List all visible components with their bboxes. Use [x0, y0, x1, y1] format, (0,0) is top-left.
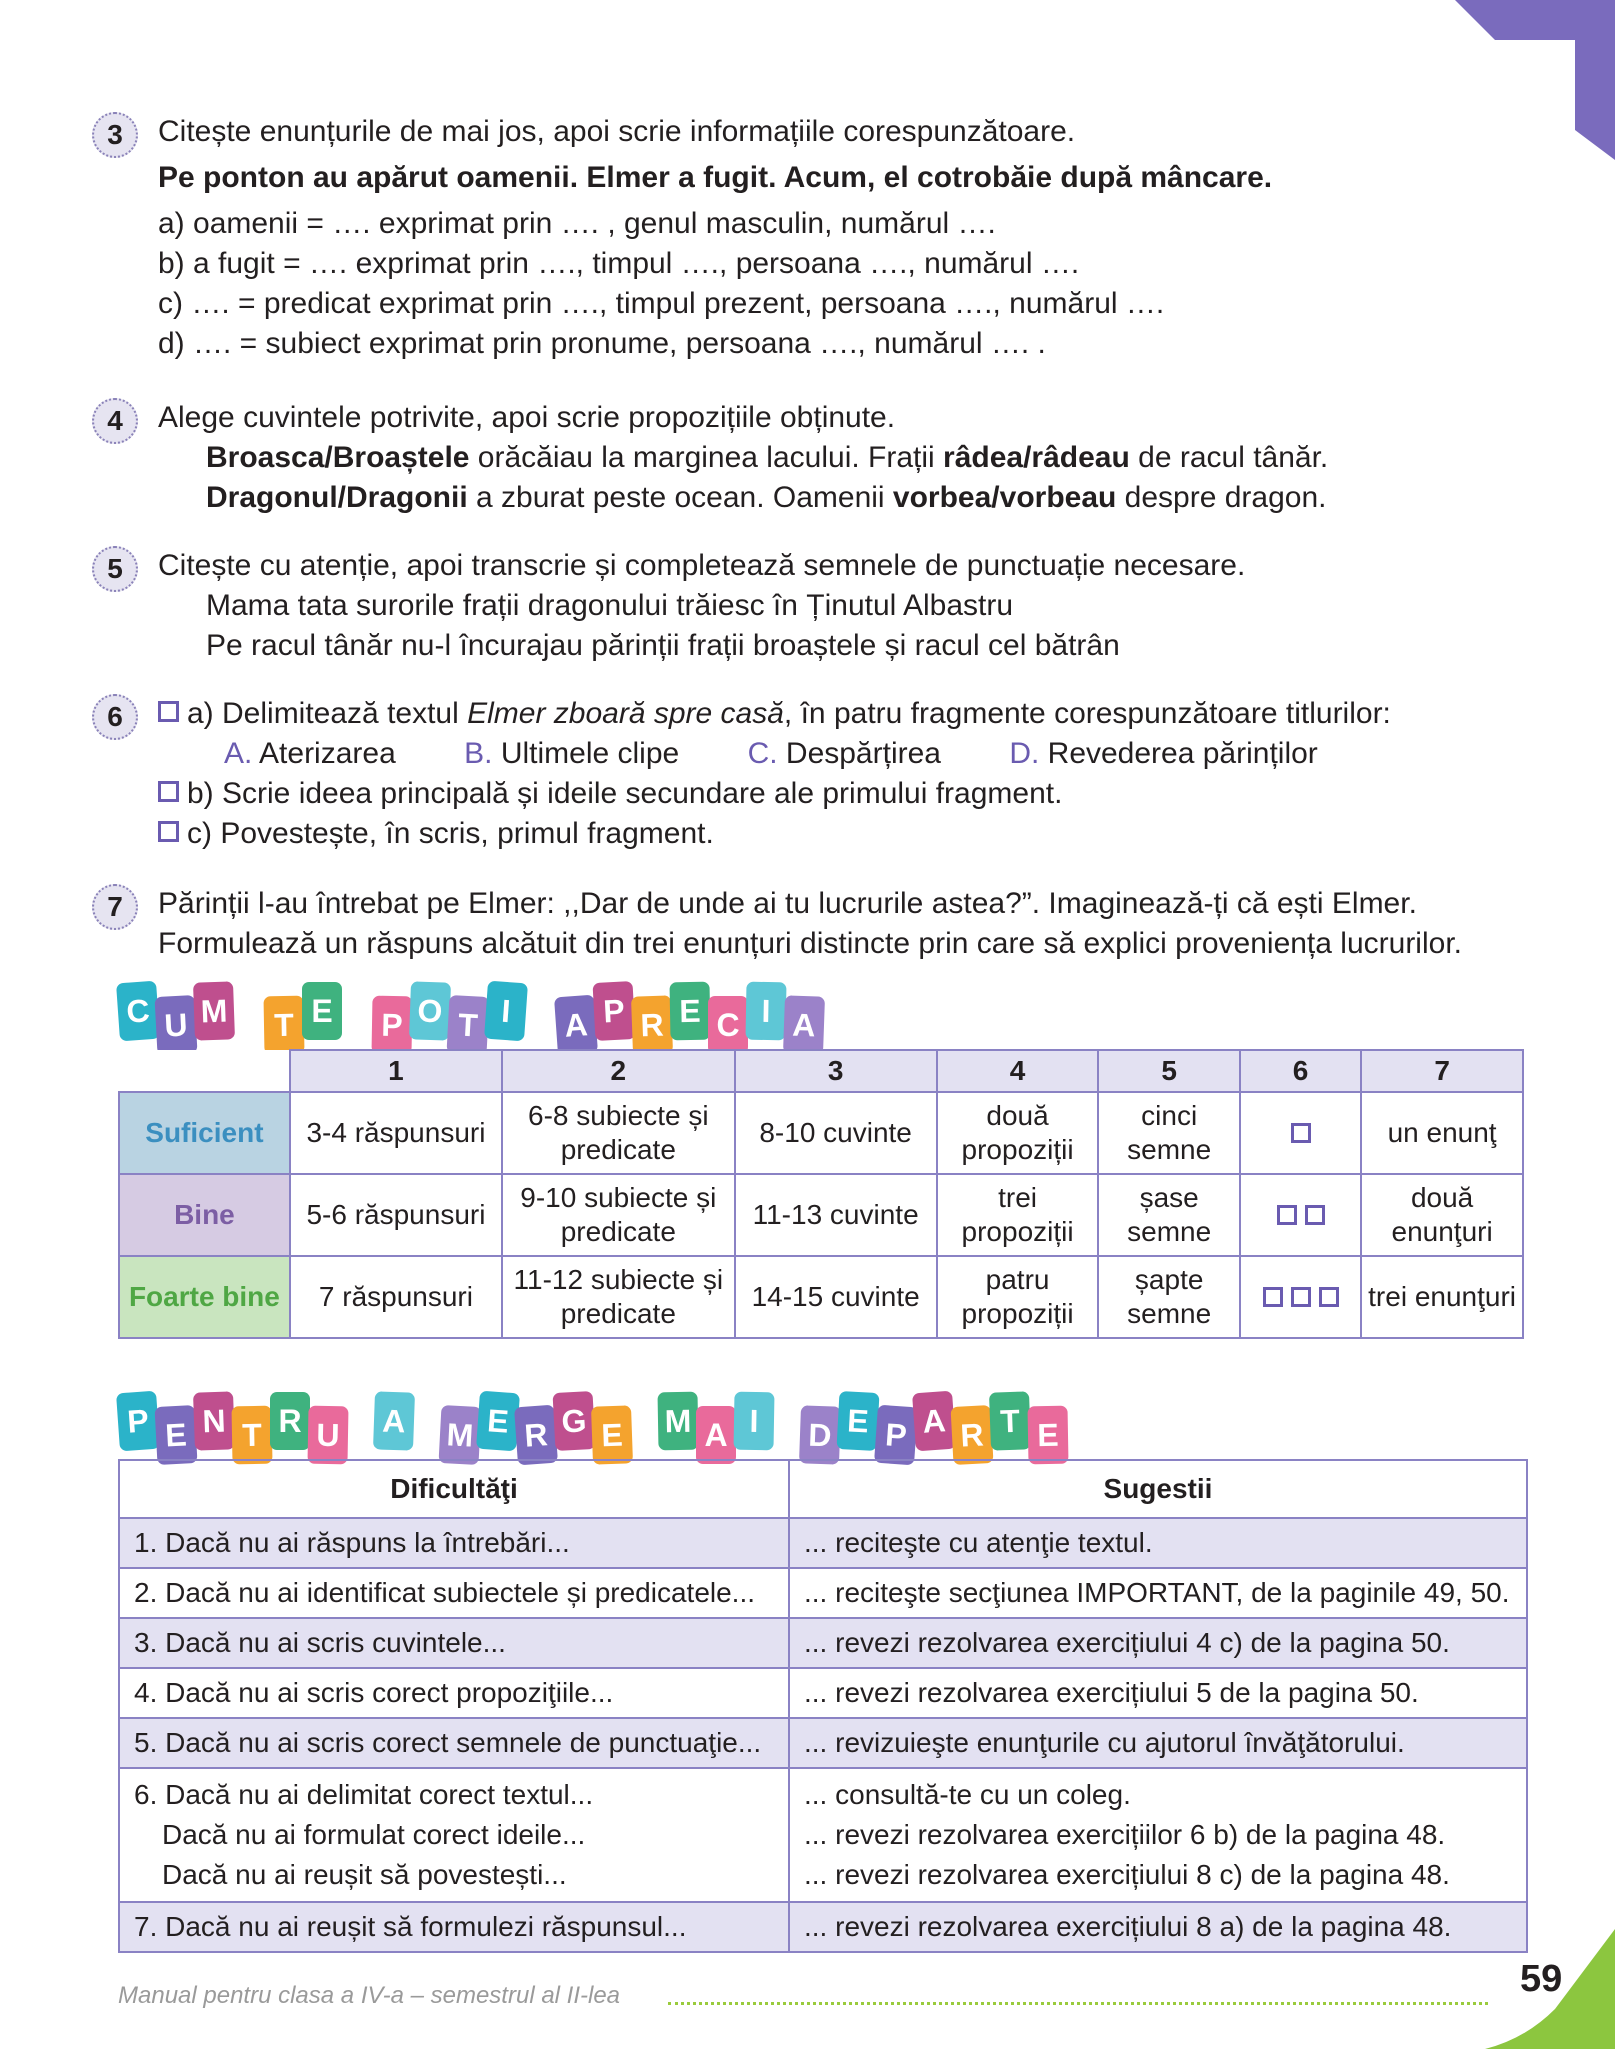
suggestion-cell: ... revezi rezolvarea exercițiului 4 c) de la pagina 50. — [789, 1618, 1527, 1668]
banner-letter-tile: C — [708, 996, 748, 1054]
option-b: B. Ultimele clipe — [464, 737, 680, 770]
task-c: c) Povestește, în scris, primul fragment. — [158, 814, 1532, 854]
banner-letter-tile: O — [409, 981, 451, 1040]
banner-letter-tile: A — [696, 1406, 736, 1464]
row-label: Bine — [119, 1174, 290, 1256]
sentence-line-2: Dragonul/Dragonii a zburat peste ocean. Oamenii vorbea/vorbeau despre dragon. — [206, 481, 1327, 514]
option-c: C. Despărțirea — [747, 737, 941, 770]
banner-letter-tile: T — [263, 996, 304, 1055]
table-cell — [1240, 1256, 1361, 1338]
page-number: 59 — [1520, 1958, 1563, 2000]
column-header: 7 — [1361, 1050, 1523, 1092]
item-c: c) …. = predicat exprimat prin …., timpul prezent, persoana …., numărul …. — [158, 287, 1165, 320]
table-row — [119, 1668, 1527, 1718]
corner-cell — [119, 1050, 290, 1092]
column-header: Sugestii — [789, 1460, 1527, 1518]
text-line-1: Mama tata surorile frații dragonului trăiesc în Ținutul Albastru — [206, 589, 1014, 622]
suggestion-cell: ... reciteşte secţiunea IMPORTANT, de la paginile 49, 50. — [789, 1568, 1527, 1618]
exercise-number: 7 — [92, 884, 138, 930]
column-header: 2 — [502, 1050, 734, 1092]
exercise-5 — [92, 546, 1532, 666]
instruction: Alege cuvintele potrivite, apoi scrie propozițiile obținute. — [158, 401, 896, 434]
exercise-4 — [92, 398, 1532, 518]
header-row — [119, 1050, 1523, 1092]
banner-letter-tile: U — [307, 1406, 348, 1465]
banner-letter-tile: M — [193, 981, 235, 1040]
table-cell: 6-8 subiecte și predicate — [502, 1092, 734, 1174]
exercise-7 — [92, 884, 1532, 964]
suggestion-cell: ... revezi rezolvarea exercițiului 8 a) de la pagina 48. — [789, 1902, 1527, 1952]
exercise-3 — [92, 112, 1532, 364]
row-label: Foarte bine — [119, 1256, 290, 1338]
banner-letter-tile: P — [874, 1405, 918, 1466]
banner-letter-tile: R — [631, 995, 673, 1054]
banner-letter-tile: P — [593, 981, 636, 1041]
text-line-1: Părinții l-au întrebat pe Elmer: ,,Dar de unde ai tu lucrurile astea?”. Imaginează-ți că ești Elmer. — [158, 887, 1417, 920]
banner-letter-tile: E — [837, 1391, 880, 1451]
table-cell: 5-6 răspunsuri — [290, 1174, 502, 1256]
difficulty-cell: 2. Dacă nu ai identificat subiectele și predicatele... — [119, 1568, 789, 1618]
text-line-2: Pe racul tânăr nu-l încurajau părinții frații broaștele și racul cel bătrân — [206, 629, 1120, 662]
instruction: Citește cu atenție, apoi transcrie și completează semnele de punctuație necesare. — [158, 549, 1246, 582]
table-cell: șapte semne — [1098, 1256, 1240, 1338]
banner-letter-tile: A — [554, 995, 598, 1056]
difficulty-cell: 1. Dacă nu ai răspuns la întrebări... — [119, 1518, 789, 1568]
square-icon — [1277, 1205, 1297, 1225]
table-cell: două propoziții — [937, 1092, 1099, 1174]
banner-letter-tile: M — [657, 1392, 698, 1451]
column-header: 1 — [290, 1050, 502, 1092]
table-row — [119, 1568, 1527, 1618]
table-cell: 8-10 cuvinte — [735, 1092, 937, 1174]
banner-letter-tile: T — [447, 995, 490, 1055]
table-row — [119, 1902, 1527, 1952]
table-cell — [1240, 1092, 1361, 1174]
banner-letter-tile: G — [553, 1391, 596, 1451]
table-cell: cinci semne — [1098, 1092, 1240, 1174]
banner-letter-tile: I — [733, 1392, 774, 1451]
banner-letter-tile: P — [371, 996, 412, 1055]
text-line-2: Formulează un răspuns alcătuit din trei enunțuri distincte prin care să explici proveniența lucrurilor. — [158, 927, 1462, 960]
task-b: b) Scrie ideea principală și ideile secundare ale primului fragment. — [158, 774, 1532, 814]
difficulty-square-icon — [158, 781, 179, 802]
table-cell: 3-4 răspunsuri — [290, 1092, 502, 1174]
suggestion-cell: ... reciteşte cu atenţie textul. — [789, 1518, 1527, 1568]
table-row — [119, 1256, 1523, 1338]
square-icon — [1291, 1287, 1311, 1307]
column-header: 6 — [1240, 1050, 1361, 1092]
banner-letter-tile: R — [514, 1405, 558, 1466]
instruction: Citește enunțurile de mai jos, apoi scrie informațiile corespunzătoare. — [158, 115, 1076, 148]
item-d: d) …. = subiect exprimat prin pronume, persoana …., numărul …. . — [158, 327, 1046, 360]
suggestion-cell: ... consultă-te cu un coleg. ... revezi rezolvarea exercițiilor 6 b) de la pagina 48. ... revezi rezolvarea exercițiului 8 c) de la pagina 48. — [789, 1768, 1527, 1902]
banner-letter-tile: E — [155, 1405, 198, 1465]
banner-letter-tile: T — [989, 1391, 1031, 1450]
banner-letter-tile: A — [373, 1391, 415, 1450]
table-row — [119, 1768, 1527, 1902]
banner-letter-tile: A — [783, 995, 825, 1054]
difficulty-cell: 4. Dacă nu ai scris corect propoziţiile... — [119, 1668, 789, 1718]
square-icon — [1319, 1287, 1339, 1307]
banner-letter-tile: U — [155, 995, 198, 1055]
task-a: a) Delimitează textul Elmer zboară spre casă, în patru fragmente corespunzătoare titlurilor: — [158, 694, 1532, 734]
banner-letter-tile: E — [476, 1391, 520, 1452]
table-cell: două enunţuri — [1361, 1174, 1523, 1256]
exercise-6 — [92, 694, 1532, 854]
exercise-number: 5 — [92, 546, 138, 592]
square-icon — [1305, 1205, 1325, 1225]
self-assessment-table — [118, 1049, 1524, 1339]
footer-divider — [668, 2002, 1488, 2005]
banner-letter-tile: E — [302, 982, 342, 1040]
column-header: Dificultăţi — [119, 1460, 789, 1518]
table-row — [119, 1174, 1523, 1256]
banner-letter-tile: E — [1027, 1406, 1068, 1465]
difficulty-cell: 3. Dacă nu ai scris cuvintele... — [119, 1618, 789, 1668]
footer-text: Manual pentru clasa a IV-a – semestrul al II-lea — [118, 1982, 621, 2009]
table-cell: 11-12 subiecte și predicate — [502, 1256, 734, 1338]
titles-list — [158, 734, 1532, 774]
table-cell: 7 răspunsuri — [290, 1256, 502, 1338]
table-cell: șase semne — [1098, 1174, 1240, 1256]
banner-letter-tile: A — [912, 1391, 956, 1452]
item-b: b) a fugit = …. exprimat prin …., timpul …., persoana …., numărul …. — [158, 247, 1080, 280]
table-row — [119, 1718, 1527, 1768]
difficulty-square-icon — [158, 701, 179, 722]
difficulty-cell: 6. Dacă nu ai delimitat corect textul... Dacă nu ai formulat corect ideile... Dacă nu ai reușit să povestești... — [119, 1768, 789, 1902]
table-cell: patru propoziții — [937, 1256, 1099, 1338]
table-cell — [1240, 1174, 1361, 1256]
row-label: Suficient — [119, 1092, 290, 1174]
suggestion-cell: ... revizuieşte enunţurile cu ajutorul învăţătorului. — [789, 1718, 1527, 1768]
exercise-number: 3 — [92, 112, 138, 158]
exercise-number: 6 — [92, 694, 138, 740]
banner-letter-tile: C — [116, 981, 160, 1042]
banner-letter-tile: E — [591, 1405, 633, 1464]
header-row — [119, 1460, 1527, 1518]
table-cell: trei propoziții — [937, 1174, 1099, 1256]
difficulty-cell: 5. Dacă nu ai scris corect semnele de punctuaţie... — [119, 1718, 789, 1768]
option-a: A. Aterizarea — [224, 737, 396, 770]
sentence-line-1: Broasca/Broaștele orăcăiau la marginea lacului. Frații râdea/râdeau de racul tânăr. — [206, 441, 1329, 474]
table-cell: trei enunţuri — [1361, 1256, 1523, 1338]
column-header: 3 — [735, 1050, 937, 1092]
banner-letter-tile: N — [193, 1391, 235, 1450]
banner-letter-tile: M — [439, 1405, 482, 1465]
banner-letter-tile: E — [669, 982, 710, 1041]
suggestion-cell: ... revezi rezolvarea exercițiului 5 de la pagina 50. — [789, 1668, 1527, 1718]
square-icon — [1263, 1287, 1283, 1307]
table-row — [119, 1092, 1523, 1174]
suggestions-table — [118, 1459, 1528, 1953]
table-row — [119, 1518, 1527, 1568]
table-cell: 14-15 cuvinte — [735, 1256, 937, 1338]
sentence: Pe ponton au apărut oamenii. Elmer a fugit. Acum, el cotrobăie după mâncare. — [158, 161, 1273, 194]
banner-letter-tile: I — [745, 982, 786, 1041]
difficulty-cell: 7. Dacă nu ai reușit să formulezi răspunsul... — [119, 1902, 789, 1952]
square-icon — [1291, 1123, 1311, 1143]
banner-letter-tile: T — [231, 1406, 272, 1465]
column-header: 4 — [937, 1050, 1099, 1092]
option-d: D. Revederea părinților — [1009, 737, 1318, 770]
item-a: a) oamenii = …. exprimat prin …. , genul masculin, numărul …. — [158, 207, 996, 240]
banner-letter-tile: D — [799, 1405, 841, 1464]
table-row — [119, 1618, 1527, 1668]
table-cell: 11-13 cuvinte — [735, 1174, 937, 1256]
exercise-number: 4 — [92, 398, 138, 444]
banner-letter-tile: P — [116, 1391, 160, 1452]
difficulty-square-icon — [158, 821, 179, 842]
column-header: 5 — [1098, 1050, 1240, 1092]
banner-letter-tile: R — [270, 1392, 310, 1450]
banner-letter-tile: R — [951, 1405, 994, 1465]
table-cell: un enunţ — [1361, 1092, 1523, 1174]
banner-letter-tile: I — [484, 981, 528, 1042]
table-cell: 9-10 subiecte și predicate — [502, 1174, 734, 1256]
